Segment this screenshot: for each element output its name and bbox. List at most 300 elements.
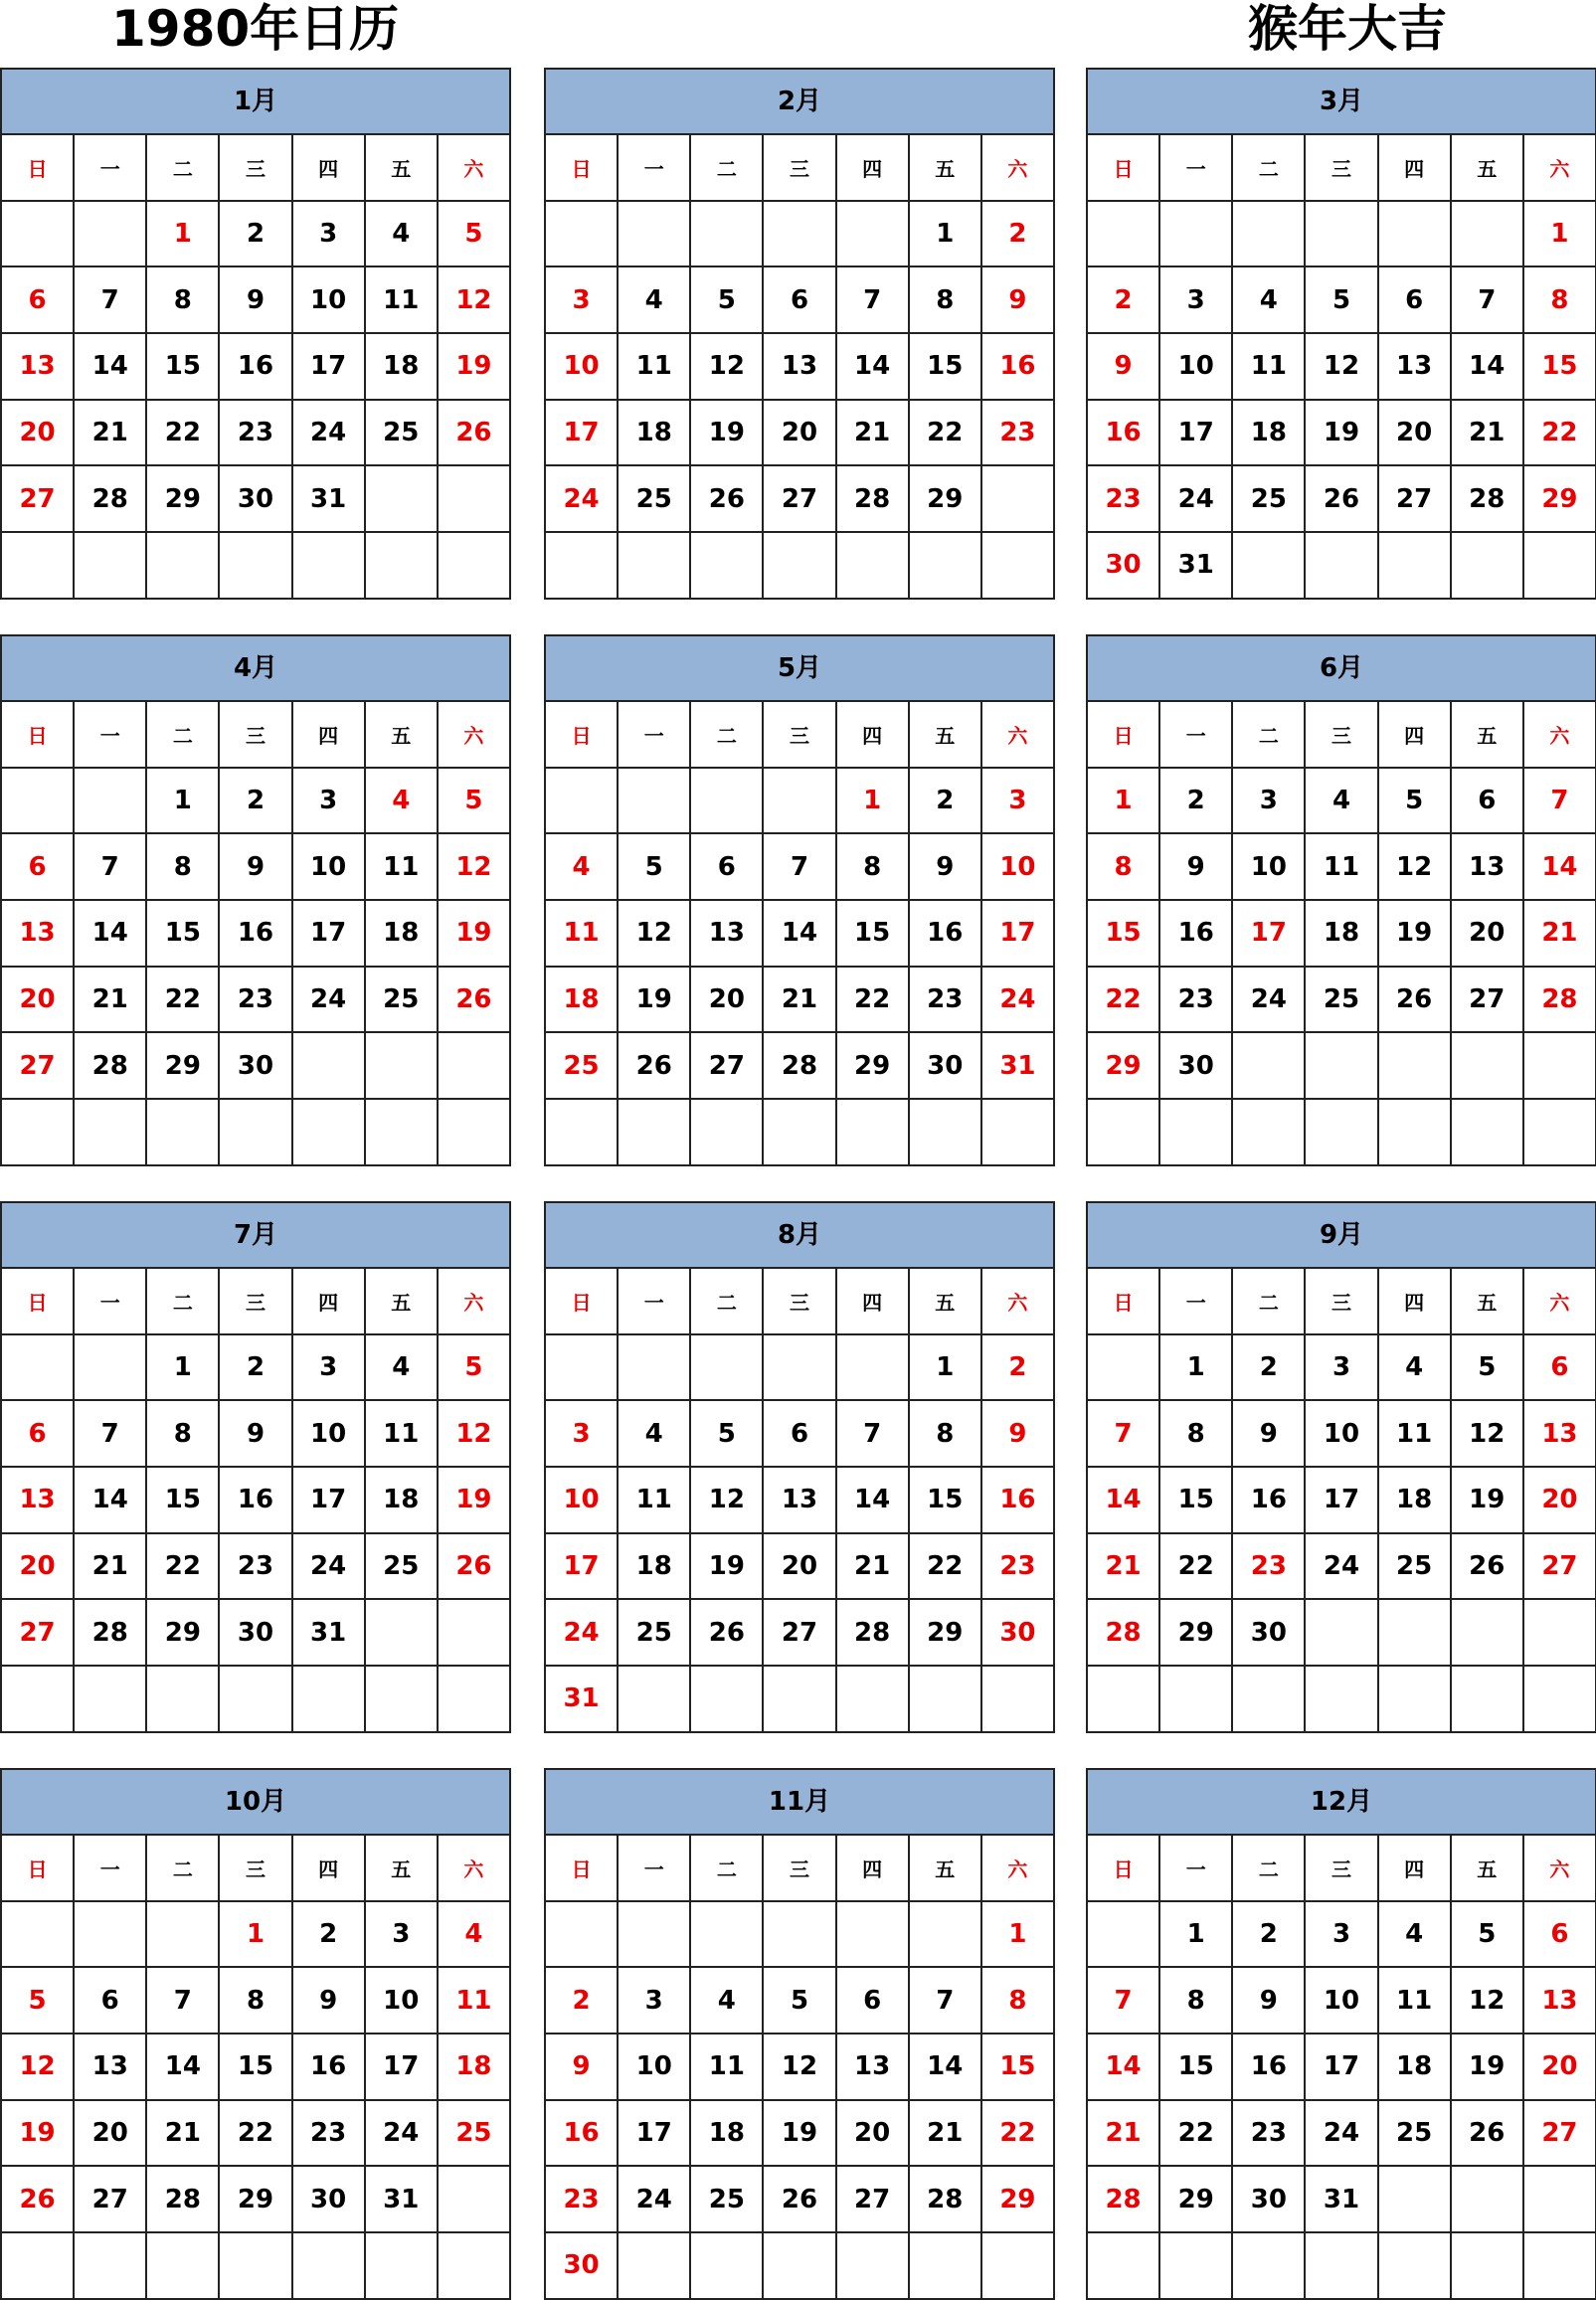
day-cell: 22 [1088, 968, 1160, 1034]
day-cell: 9 [982, 1401, 1055, 1468]
day-cell: 21 [1452, 401, 1524, 467]
day-cell: 14 [764, 901, 836, 968]
day-cell: 28 [1088, 2167, 1160, 2233]
empty-cell [764, 1667, 836, 1733]
day-cell: 30 [220, 466, 292, 533]
day-cell: 14 [1088, 1468, 1160, 1534]
weekday-header: 三 [764, 1269, 836, 1335]
day-cell: 14 [1452, 334, 1524, 401]
weekday-header: 六 [1524, 1269, 1596, 1335]
empty-cell [1524, 1033, 1596, 1100]
empty-cell [1088, 202, 1160, 268]
day-cell: 22 [220, 2101, 292, 2168]
day-cell: 29 [220, 2167, 292, 2233]
weekday-header: 一 [75, 702, 147, 769]
day-cell: 16 [220, 334, 292, 401]
day-cell: 22 [147, 401, 220, 467]
month-header: 7月 [2, 1203, 511, 1269]
day-cell: 17 [366, 2035, 439, 2101]
month-calendar [1086, 1768, 1596, 2300]
weekday-header: 一 [619, 135, 691, 202]
empty-cell [546, 533, 619, 600]
empty-cell [147, 2233, 220, 2300]
day-cell: 31 [1160, 533, 1233, 600]
day-cell: 13 [2, 1468, 75, 1534]
day-cell: 3 [1233, 769, 1306, 835]
weekday-header: 四 [1379, 1269, 1452, 1335]
day-cell: 4 [1379, 1902, 1452, 1969]
day-cell: 27 [75, 2167, 147, 2233]
day-cell: 5 [439, 1335, 511, 1402]
empty-cell [2, 1100, 75, 1166]
month-calendar [544, 634, 1055, 1166]
day-cell: 30 [293, 2167, 366, 2233]
day-cell: 26 [439, 401, 511, 467]
weekday-header: 六 [982, 702, 1055, 769]
day-cell: 9 [910, 834, 982, 901]
day-cell: 15 [982, 2035, 1055, 2101]
empty-cell [619, 1335, 691, 1402]
day-cell: 22 [837, 968, 910, 1034]
day-cell: 6 [837, 1968, 910, 2035]
day-cell: 12 [1379, 834, 1452, 901]
day-cell: 1 [837, 769, 910, 835]
day-cell: 12 [1452, 1968, 1524, 2035]
day-cell: 10 [1160, 334, 1233, 401]
day-cell: 24 [293, 401, 366, 467]
empty-cell [366, 1667, 439, 1733]
day-cell: 24 [546, 466, 619, 533]
day-cell: 7 [764, 834, 836, 901]
day-cell: 16 [982, 334, 1055, 401]
day-cell: 18 [619, 1534, 691, 1601]
empty-cell [764, 533, 836, 600]
day-cell: 10 [546, 334, 619, 401]
day-cell: 15 [910, 1468, 982, 1534]
day-cell: 28 [75, 466, 147, 533]
weekday-header: 日 [2, 135, 75, 202]
day-cell: 27 [2, 466, 75, 533]
day-cell: 16 [220, 1468, 292, 1534]
day-cell: 17 [293, 334, 366, 401]
day-cell: 17 [546, 1534, 619, 1601]
day-cell: 9 [293, 1968, 366, 2035]
day-cell: 31 [1306, 2167, 1378, 2233]
empty-cell [220, 533, 292, 600]
day-cell: 18 [366, 901, 439, 968]
day-cell: 25 [619, 1600, 691, 1667]
weekday-header: 二 [691, 1836, 764, 1902]
month-header: 8月 [546, 1203, 1055, 1269]
weekday-header: 一 [1160, 1836, 1233, 1902]
weekday-header: 二 [691, 135, 764, 202]
empty-cell [147, 533, 220, 600]
day-cell: 29 [910, 1600, 982, 1667]
empty-cell [837, 1100, 910, 1166]
day-cell: 3 [293, 1335, 366, 1402]
empty-cell [439, 1600, 511, 1667]
weekday-header: 四 [293, 1269, 366, 1335]
empty-cell [1379, 1600, 1452, 1667]
day-cell: 5 [691, 267, 764, 334]
month-header: 11月 [546, 1770, 1055, 1836]
day-cell: 8 [147, 834, 220, 901]
day-cell: 7 [1088, 1401, 1160, 1468]
day-cell: 20 [2, 401, 75, 467]
day-cell: 17 [982, 901, 1055, 968]
weekday-header: 三 [1306, 702, 1378, 769]
weekday-header: 日 [1088, 1836, 1160, 1902]
day-cell: 5 [1306, 267, 1378, 334]
empty-cell [366, 1100, 439, 1166]
empty-cell [546, 1100, 619, 1166]
empty-cell [1233, 1033, 1306, 1100]
day-cell: 27 [837, 2167, 910, 2233]
empty-cell [837, 2233, 910, 2300]
day-cell: 15 [837, 901, 910, 968]
day-cell: 17 [293, 1468, 366, 1534]
empty-cell [1452, 2167, 1524, 2233]
empty-cell [837, 1902, 910, 1969]
empty-cell [619, 533, 691, 600]
empty-cell [1233, 202, 1306, 268]
day-cell: 29 [1160, 1600, 1233, 1667]
month-header: 10月 [2, 1770, 511, 1836]
weekday-header: 五 [1452, 1836, 1524, 1902]
weekday-header: 五 [366, 1269, 439, 1335]
day-cell: 7 [910, 1968, 982, 2035]
day-cell: 10 [1306, 1968, 1378, 2035]
day-cell: 13 [764, 1468, 836, 1534]
day-cell: 4 [619, 267, 691, 334]
day-cell: 4 [1379, 1335, 1452, 1402]
day-cell: 11 [439, 1968, 511, 2035]
day-cell: 24 [982, 968, 1055, 1034]
weekday-header: 四 [837, 1269, 910, 1335]
day-cell: 29 [1160, 2167, 1233, 2233]
day-cell: 7 [1452, 267, 1524, 334]
day-cell: 22 [1160, 2101, 1233, 2168]
weekday-header: 日 [2, 1836, 75, 1902]
empty-cell [293, 2233, 366, 2300]
month-grid [2, 1269, 511, 1733]
day-cell: 20 [1524, 1468, 1596, 1534]
month-header: 1月 [2, 70, 511, 135]
day-cell: 14 [1088, 2035, 1160, 2101]
weekday-header: 日 [546, 135, 619, 202]
day-cell: 9 [220, 1401, 292, 1468]
weekday-header: 三 [220, 135, 292, 202]
weekday-header: 五 [910, 1836, 982, 1902]
month-grid [546, 1836, 1055, 2300]
weekday-header: 二 [1233, 1836, 1306, 1902]
day-cell: 18 [366, 334, 439, 401]
day-cell: 11 [1306, 834, 1378, 901]
empty-cell [439, 1100, 511, 1166]
day-cell: 25 [366, 968, 439, 1034]
day-cell: 21 [75, 401, 147, 467]
weekday-header: 四 [1379, 702, 1452, 769]
day-cell: 19 [439, 1468, 511, 1534]
day-cell: 15 [1088, 901, 1160, 968]
day-cell: 5 [1452, 1335, 1524, 1402]
empty-cell [691, 1100, 764, 1166]
empty-cell [147, 1100, 220, 1166]
empty-cell [910, 1100, 982, 1166]
empty-cell [1524, 1667, 1596, 1733]
day-cell: 6 [2, 1401, 75, 1468]
day-cell: 5 [2, 1968, 75, 2035]
day-cell: 12 [1306, 334, 1378, 401]
weekday-header: 四 [293, 1836, 366, 1902]
day-cell: 21 [75, 968, 147, 1034]
day-cell: 27 [764, 1600, 836, 1667]
day-cell: 13 [764, 334, 836, 401]
weekday-header: 一 [75, 135, 147, 202]
empty-cell [2, 202, 75, 268]
weekday-header: 二 [1233, 702, 1306, 769]
day-cell: 14 [910, 2035, 982, 2101]
day-cell: 20 [2, 968, 75, 1034]
day-cell: 18 [691, 2101, 764, 2168]
month-header: 6月 [1088, 636, 1596, 702]
empty-cell [1233, 533, 1306, 600]
day-cell: 4 [366, 1335, 439, 1402]
empty-cell [1160, 2233, 1233, 2300]
empty-cell [439, 533, 511, 600]
day-cell: 3 [1306, 1335, 1378, 1402]
day-cell: 11 [366, 834, 439, 901]
day-cell: 24 [1306, 2101, 1378, 2168]
month-grid [2, 702, 511, 1166]
day-cell: 27 [691, 1033, 764, 1100]
day-cell: 8 [147, 1401, 220, 1468]
day-cell: 7 [75, 834, 147, 901]
day-cell: 17 [1160, 401, 1233, 467]
day-cell: 8 [1160, 1968, 1233, 2035]
month-calendar [0, 1201, 511, 1733]
empty-cell [1524, 2167, 1596, 2233]
day-cell: 26 [1306, 466, 1378, 533]
day-cell: 22 [147, 1534, 220, 1601]
empty-cell [619, 1902, 691, 1969]
month-header: 9月 [1088, 1203, 1596, 1269]
empty-cell [293, 1667, 366, 1733]
day-cell: 4 [439, 1902, 511, 1969]
day-cell: 20 [1452, 901, 1524, 968]
empty-cell [837, 1335, 910, 1402]
empty-cell [546, 1902, 619, 1969]
day-cell: 3 [546, 267, 619, 334]
weekday-header: 三 [764, 135, 836, 202]
day-cell: 24 [1233, 968, 1306, 1034]
empty-cell [546, 1335, 619, 1402]
weekday-header: 五 [366, 135, 439, 202]
empty-cell [2, 769, 75, 835]
day-cell: 27 [1452, 968, 1524, 1034]
weekday-header: 二 [147, 702, 220, 769]
empty-cell [1452, 202, 1524, 268]
day-cell: 18 [1379, 2035, 1452, 2101]
month-calendar [1086, 1201, 1596, 1733]
empty-cell [619, 1100, 691, 1166]
empty-cell [619, 769, 691, 835]
weekday-header: 四 [293, 702, 366, 769]
day-cell: 16 [910, 901, 982, 968]
weekday-header: 四 [1379, 135, 1452, 202]
day-cell: 3 [1160, 267, 1233, 334]
empty-cell [439, 466, 511, 533]
day-cell: 12 [439, 834, 511, 901]
empty-cell [293, 1033, 366, 1100]
day-cell: 25 [546, 1033, 619, 1100]
day-cell: 8 [982, 1968, 1055, 2035]
day-cell: 10 [293, 834, 366, 901]
day-cell: 5 [764, 1968, 836, 2035]
day-cell: 3 [546, 1401, 619, 1468]
month-calendar [0, 634, 511, 1166]
day-cell: 29 [910, 466, 982, 533]
weekday-header: 五 [366, 702, 439, 769]
empty-cell [691, 769, 764, 835]
day-cell: 7 [75, 1401, 147, 1468]
day-cell: 18 [1306, 901, 1378, 968]
empty-cell [75, 1667, 147, 1733]
day-cell: 11 [1233, 334, 1306, 401]
weekday-header: 一 [619, 702, 691, 769]
day-cell: 10 [1306, 1401, 1378, 1468]
day-cell: 21 [764, 968, 836, 1034]
day-cell: 13 [691, 901, 764, 968]
day-cell: 23 [982, 1534, 1055, 1601]
empty-cell [75, 1335, 147, 1402]
weekday-header: 日 [1088, 1269, 1160, 1335]
day-cell: 30 [910, 1033, 982, 1100]
day-cell: 31 [293, 466, 366, 533]
day-cell: 11 [546, 901, 619, 968]
day-cell: 20 [75, 2101, 147, 2168]
empty-cell [1524, 1100, 1596, 1166]
day-cell: 26 [764, 2167, 836, 2233]
empty-cell [439, 1667, 511, 1733]
empty-cell [2, 1902, 75, 1969]
day-cell: 14 [147, 2035, 220, 2101]
day-cell: 28 [1524, 968, 1596, 1034]
day-cell: 3 [982, 769, 1055, 835]
day-cell: 4 [1306, 769, 1378, 835]
day-cell: 25 [366, 1534, 439, 1601]
empty-cell [1306, 2233, 1378, 2300]
day-cell: 28 [837, 466, 910, 533]
day-cell: 23 [220, 401, 292, 467]
day-cell: 8 [1524, 267, 1596, 334]
month-calendar [1086, 68, 1596, 600]
day-cell: 24 [1160, 466, 1233, 533]
day-cell: 5 [1452, 1902, 1524, 1969]
day-cell: 4 [366, 769, 439, 835]
day-cell: 10 [619, 2035, 691, 2101]
day-cell: 20 [764, 401, 836, 467]
day-cell: 23 [1088, 466, 1160, 533]
empty-cell [546, 202, 619, 268]
day-cell: 15 [147, 901, 220, 968]
month-grid [2, 1836, 511, 2300]
month-calendar [0, 1768, 511, 2300]
weekday-header: 五 [1452, 1269, 1524, 1335]
page-slogan: 猴年大吉 [1248, 0, 1447, 58]
weekday-header: 五 [1452, 135, 1524, 202]
day-cell: 1 [982, 1902, 1055, 1969]
empty-cell [1088, 1902, 1160, 1969]
empty-cell [366, 2233, 439, 2300]
month-grid [2, 135, 511, 600]
weekday-header: 六 [982, 1269, 1055, 1335]
weekday-header: 六 [439, 1836, 511, 1902]
empty-cell [366, 1033, 439, 1100]
weekday-header: 一 [1160, 1269, 1233, 1335]
empty-cell [837, 202, 910, 268]
day-cell: 28 [1452, 466, 1524, 533]
weekday-header: 六 [439, 1269, 511, 1335]
day-cell: 1 [147, 769, 220, 835]
day-cell: 22 [910, 1534, 982, 1601]
day-cell: 25 [1379, 1534, 1452, 1601]
day-cell: 31 [546, 1667, 619, 1733]
weekday-header: 六 [1524, 702, 1596, 769]
empty-cell [1160, 1667, 1233, 1733]
day-cell: 8 [910, 267, 982, 334]
empty-cell [293, 1100, 366, 1166]
day-cell: 28 [910, 2167, 982, 2233]
day-cell: 11 [691, 2035, 764, 2101]
day-cell: 14 [75, 901, 147, 968]
empty-cell [1524, 533, 1596, 600]
day-cell: 24 [293, 1534, 366, 1601]
weekday-header: 日 [546, 1269, 619, 1335]
day-cell: 6 [1379, 267, 1452, 334]
day-cell: 26 [691, 466, 764, 533]
day-cell: 28 [147, 2167, 220, 2233]
month-calendar [544, 1201, 1055, 1733]
weekday-header: 三 [1306, 135, 1378, 202]
day-cell: 4 [691, 1968, 764, 2035]
day-cell: 1 [147, 202, 220, 268]
day-cell: 21 [837, 401, 910, 467]
empty-cell [1233, 2233, 1306, 2300]
day-cell: 28 [75, 1600, 147, 1667]
weekday-header: 四 [837, 135, 910, 202]
day-cell: 20 [2, 1534, 75, 1601]
empty-cell [1379, 1100, 1452, 1166]
day-cell: 6 [75, 1968, 147, 2035]
day-cell: 30 [1233, 1600, 1306, 1667]
day-cell: 2 [1088, 267, 1160, 334]
day-cell: 14 [837, 1468, 910, 1534]
day-cell: 13 [1379, 334, 1452, 401]
empty-cell [293, 533, 366, 600]
day-cell: 19 [691, 401, 764, 467]
empty-cell [982, 1100, 1055, 1166]
day-cell: 2 [910, 769, 982, 835]
empty-cell [1306, 1100, 1378, 1166]
empty-cell [691, 1335, 764, 1402]
weekday-header: 日 [546, 1836, 619, 1902]
month-grid [546, 135, 1055, 600]
day-cell: 15 [147, 1468, 220, 1534]
day-cell: 29 [1524, 466, 1596, 533]
day-cell: 5 [1379, 769, 1452, 835]
empty-cell [910, 1902, 982, 1969]
